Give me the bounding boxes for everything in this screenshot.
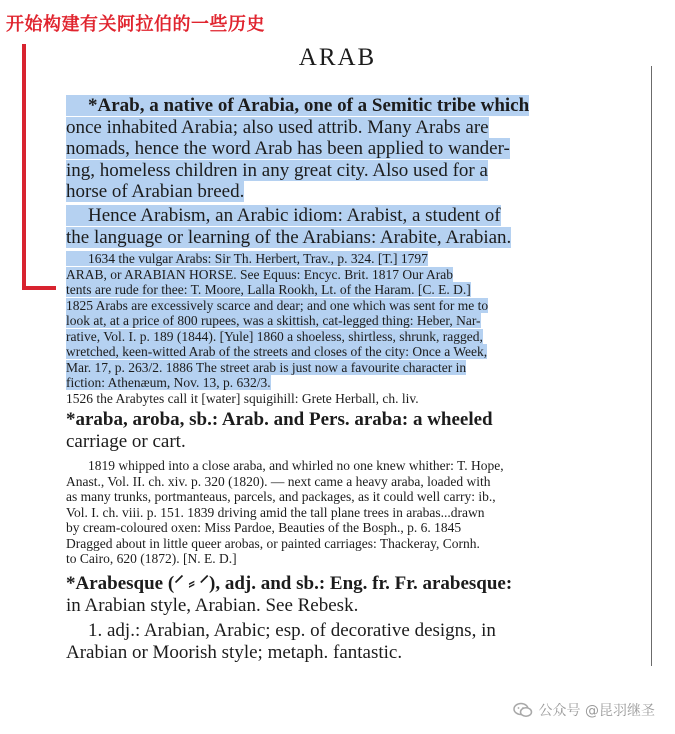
arab-cit-line-6: rative, Vol. I. p. 189 (1844). [Yule] 1860 a shoeless, shirtless, shrunk, ragged, xyxy=(66,328,483,344)
araba-cit-line-6: Dragged about in little queer arobas, or painted carriages: Thackeray, Cornh. xyxy=(66,535,480,551)
arab-def-line-2: once inhabited Arabia; also used attrib. Many Arabs are xyxy=(66,116,489,138)
arabesque-sense-line-1: 1. adj.: Arabian, Arabic; esp. of decorative designs, in xyxy=(88,620,496,641)
arabesque-sense-line-2: Arabian or Moorish style; metaph. fantastic. xyxy=(66,641,403,663)
watermark-text: 公众号 @昆羽继圣 xyxy=(538,703,655,719)
arabesque-sense xyxy=(66,620,636,663)
arab-cit-line-3: tents are rude for thee: T. Moore, Lalla Rookh, Lt. of the Haram. [C. E. D.] xyxy=(66,282,471,297)
arab-citations xyxy=(66,251,636,406)
arab-deriv-line-2: the language or learning of the Arabians: Arabite, Arabian. xyxy=(66,226,512,248)
arab-cit-line-10: 1526 the Arabytes call it [water] squigihill: Grete Herball, ch. liv. xyxy=(66,390,419,406)
arab-def-line-4: ing, homeless children in any great city. Also used for a xyxy=(66,159,488,181)
arab-derivatives xyxy=(66,205,636,248)
page-heading: ARAB xyxy=(298,44,377,71)
arab-deriv-line-1: Hence Arabism, an Arabic idiom: Arabist, a student of xyxy=(66,205,501,226)
arab-cit-line-5: look at, at a price of 800 rupees, was a skittish, cat-legged thing: Heber, Nar- xyxy=(66,313,481,328)
araba-def-line-2: carriage or cart. xyxy=(66,430,186,452)
araba-cit-line-4: Vol. I. ch. viii. p. 151. 1839 driving amid the tall plane trees in arabas...drawn xyxy=(66,504,485,520)
araba-cit-line-1: 1819 whipped into a close araba, and whirled no one knew whither: T. Hope, xyxy=(88,458,504,473)
araba-citations xyxy=(66,458,636,567)
araba-cit-line-3: as many trunks, portmanteaus, parcels, and packages, as it could well carry: ib., xyxy=(66,489,496,504)
arab-cit-line-9: fiction: Athenæum, Nov. 13, p. 632/3. xyxy=(66,375,271,390)
annotation-title: 开始构建有关阿拉伯的一些历史 xyxy=(6,14,265,35)
arab-cit-line-7: wretched, keen-witted Arab of the streets and closes of the city: Once a Week, xyxy=(66,344,488,359)
araba-cit-line-5: by cream-coloured oxen: Miss Pardoe, Beauties of the Bosph., p. 6. 1845 xyxy=(66,520,462,535)
arab-definition xyxy=(66,95,636,203)
arab-cit-line-2: ARAB, or ARABIAN HORSE. See Equus: Encyc. Brit. 1817 Our Arab xyxy=(66,266,453,282)
araba-def-line-1: *araba, aroba, sb.: Arab. and Pers. araba: a wheeled xyxy=(66,409,493,430)
column-rule xyxy=(651,66,652,666)
arab-cit-line-4: 1825 Arabs are excessively scarce and dear; and one which was sent for me to xyxy=(66,297,489,313)
arab-cit-line-1: 1634 the vulgar Arabs: Sir Th. Herbert, Trav., p. 324. [T.] 1797 xyxy=(66,251,428,266)
annotation-bracket-foot xyxy=(22,286,56,290)
annotation-bracket xyxy=(22,44,26,290)
arab-def-line-3: nomads, hence the word Arab has been applied to wander- xyxy=(66,138,510,159)
araba-cit-line-7: to Cairo, 620 (1872). [N. E. D.] xyxy=(66,551,237,566)
arab-def-line-5: horse of Arabian breed. xyxy=(66,181,245,202)
araba-cit-line-2: Anast., Vol. II. ch. xiv. p. 320 (1820). — next came a heavy araba, loaded with xyxy=(66,473,491,489)
arab-def-line-1: *Arab, a native of Arabia, one of a Semitic tribe which xyxy=(66,95,529,116)
arabesque-def-line-1: *Arabesque (⸍ ⸗ ⸍), adj. and sb.: Eng. fr. Fr. arabesque: xyxy=(66,573,513,594)
arab-cit-line-8: Mar. 17, p. 263/2. 1886 The street arab is just now a favourite character in xyxy=(66,359,467,375)
wechat-icon xyxy=(513,702,533,718)
arabesque-def-line-2: in Arabian style, Arabian. See Rebesk. xyxy=(66,594,359,616)
watermark xyxy=(513,700,655,720)
arabesque-definition xyxy=(66,573,636,616)
araba-definition xyxy=(66,409,636,452)
